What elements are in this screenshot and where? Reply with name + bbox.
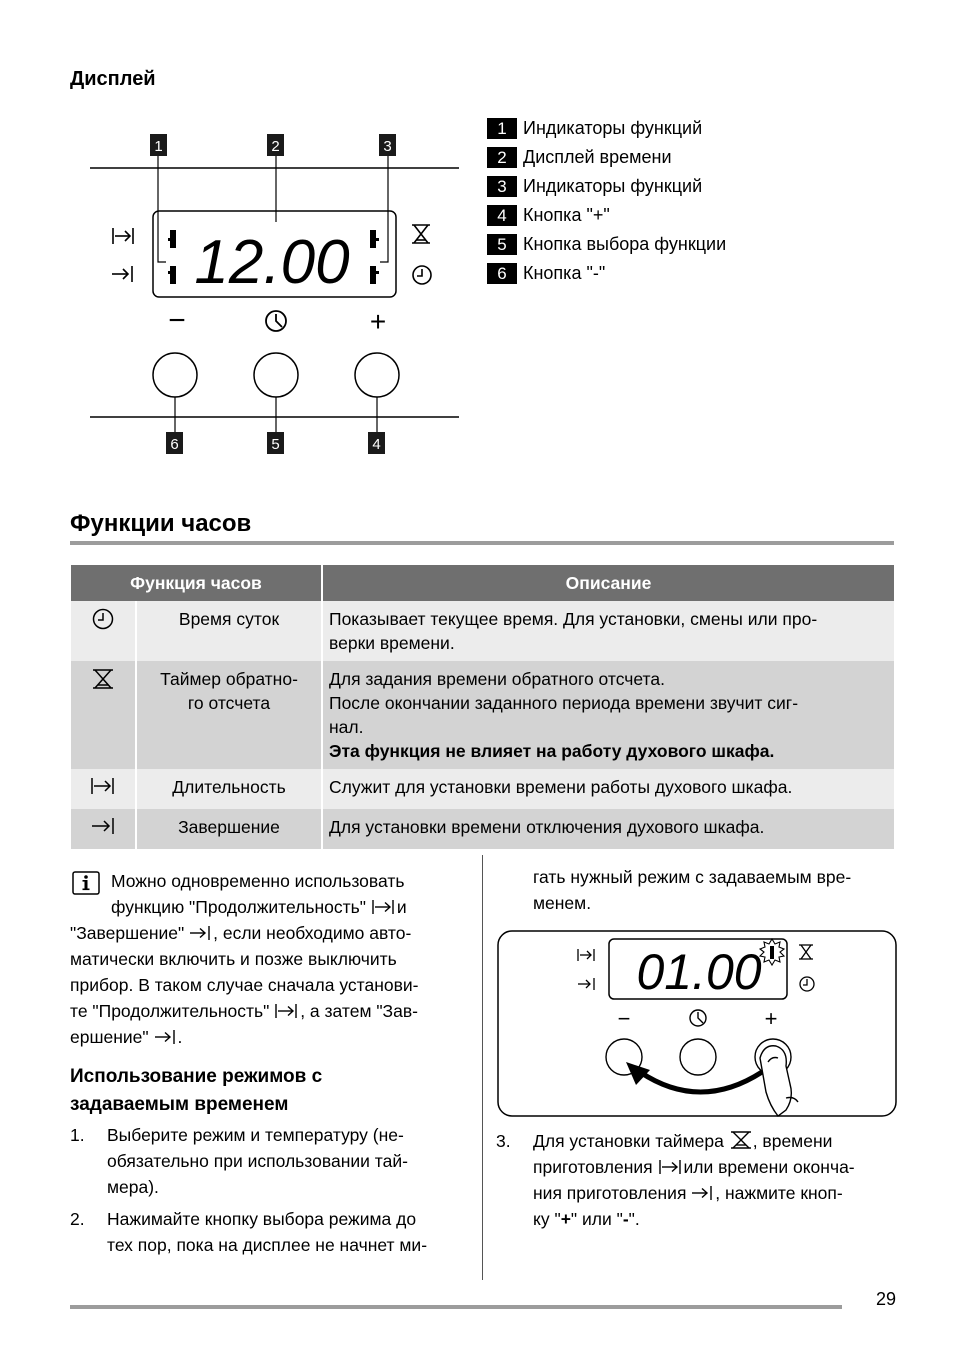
timed-modes-title: Использование режимов с задаваемым временем bbox=[70, 1066, 323, 1115]
function-name: Таймер обратно- го отсчета bbox=[136, 661, 322, 769]
info-icon bbox=[72, 871, 100, 895]
legend-item: 1 Индикаторы функций bbox=[487, 114, 726, 143]
end-time-icon bbox=[112, 266, 132, 282]
callout-1 bbox=[150, 134, 167, 156]
clock-section-title: Функции часов bbox=[70, 510, 252, 537]
callout-3 bbox=[379, 134, 396, 156]
function-name: Длительность bbox=[136, 769, 322, 809]
legend-item: 3 Индикаторы функций bbox=[487, 172, 726, 201]
function-select-button[interactable] bbox=[680, 1039, 716, 1075]
callout-4 bbox=[368, 432, 385, 454]
function-name: Завершение bbox=[136, 809, 322, 849]
minus-symbol: − bbox=[617, 1006, 631, 1031]
function-select-icon bbox=[266, 311, 286, 331]
function-description: Для задания времени обратного отсчета. После окончании заданного периода времени звучит сиг- нал. Эта функция не влияет на работу духового шкафа. bbox=[322, 661, 894, 769]
list-item: 1. Выберите режим и температуру (не- обязательно при использовании тай- мера). bbox=[70, 1125, 408, 1197]
plus-symbol: + bbox=[369, 306, 387, 337]
hourglass-icon bbox=[729, 1130, 753, 1150]
footer-rule bbox=[70, 1305, 842, 1309]
clock-icon bbox=[71, 601, 136, 661]
display-diagram bbox=[85, 128, 470, 463]
duration-icon bbox=[371, 898, 397, 916]
svg-text:5: 5 bbox=[271, 436, 280, 453]
table-row bbox=[71, 661, 894, 769]
svg-text:6: 6 bbox=[170, 436, 179, 453]
minus-symbol: − bbox=[168, 304, 186, 337]
plus-symbol: + bbox=[764, 1006, 778, 1031]
display-section-title: Дисплей bbox=[70, 68, 156, 90]
svg-text:1: 1 bbox=[154, 138, 163, 155]
hourglass-icon bbox=[71, 661, 136, 769]
minus-button[interactable] bbox=[153, 353, 197, 397]
svg-text:3: 3 bbox=[383, 138, 392, 155]
function-name: Время суток bbox=[136, 601, 322, 661]
duration-icon bbox=[113, 228, 133, 244]
section-rule bbox=[70, 541, 894, 545]
end-time-icon bbox=[691, 1184, 715, 1202]
function-note: Эта функция не влияет на работу духового шкафа. bbox=[329, 741, 775, 761]
svg-text:4: 4 bbox=[372, 436, 381, 453]
clock-functions-table bbox=[71, 565, 894, 849]
plus-button[interactable] bbox=[355, 353, 399, 397]
function-description: Служит для установки времени работы духового шкафа. bbox=[322, 769, 894, 809]
duration-icon bbox=[274, 1002, 300, 1020]
table-row bbox=[71, 769, 894, 809]
svg-text:2: 2 bbox=[271, 138, 280, 155]
duration-icon bbox=[658, 1158, 684, 1176]
column-divider bbox=[482, 855, 483, 1280]
legend-item: 5 Кнопка выбора функции bbox=[487, 230, 726, 259]
step2-continuation: гать нужный режим с задаваемым вре- менем. bbox=[533, 867, 852, 913]
function-description: Для установки времени отключения духового шкафа. bbox=[322, 809, 894, 849]
clock-icon bbox=[413, 266, 431, 284]
legend-item: 4 Кнопка "+" bbox=[487, 201, 726, 230]
function-description: Показывает текущее время. Для установки, смены или про- верки времени. bbox=[322, 601, 894, 661]
list-item: 2. Нажимайте кнопку выбора режима до тех пор, пока на дисплее не начнет ми- bbox=[70, 1209, 428, 1255]
callout-5 bbox=[267, 432, 284, 454]
example-display-time: 01.00 bbox=[636, 944, 762, 1000]
end-time-icon bbox=[71, 809, 136, 849]
legend-item: 6 Кнопка "-" bbox=[487, 259, 726, 288]
info-note: Можно одновременно использовать функцию "Продолжительность" и "Завершение" , если необходимо авто- матически включить и позже выключить прибор. В таком случае сначала установи- те "Продолжительность" , а затем "Зав- ершение" . bbox=[70, 871, 419, 1047]
display-legend bbox=[487, 114, 726, 288]
function-select-button[interactable] bbox=[254, 353, 298, 397]
steps-list bbox=[70, 1122, 475, 1264]
display-time: 12.00 bbox=[194, 228, 350, 297]
page-number: 29 bbox=[876, 1289, 897, 1309]
callout-6 bbox=[166, 432, 183, 454]
table-header-description: Описание bbox=[322, 565, 894, 601]
end-time-icon bbox=[189, 924, 213, 942]
step-3: 3. Для установки таймера , времени приготовления или времени оконча- ния приготовления , нажмите кноп- ку "+" или "-". bbox=[496, 1131, 855, 1229]
end-time-icon bbox=[154, 1028, 178, 1046]
table-row bbox=[71, 809, 894, 849]
hourglass-icon bbox=[412, 225, 430, 243]
table-row bbox=[71, 601, 894, 661]
callout-2 bbox=[267, 134, 284, 156]
duration-icon bbox=[71, 769, 136, 809]
table-header-function: Функция часов bbox=[71, 565, 322, 601]
example-display-illustration bbox=[496, 929, 898, 1118]
legend-item: 2 Дисплей времени bbox=[487, 143, 726, 172]
